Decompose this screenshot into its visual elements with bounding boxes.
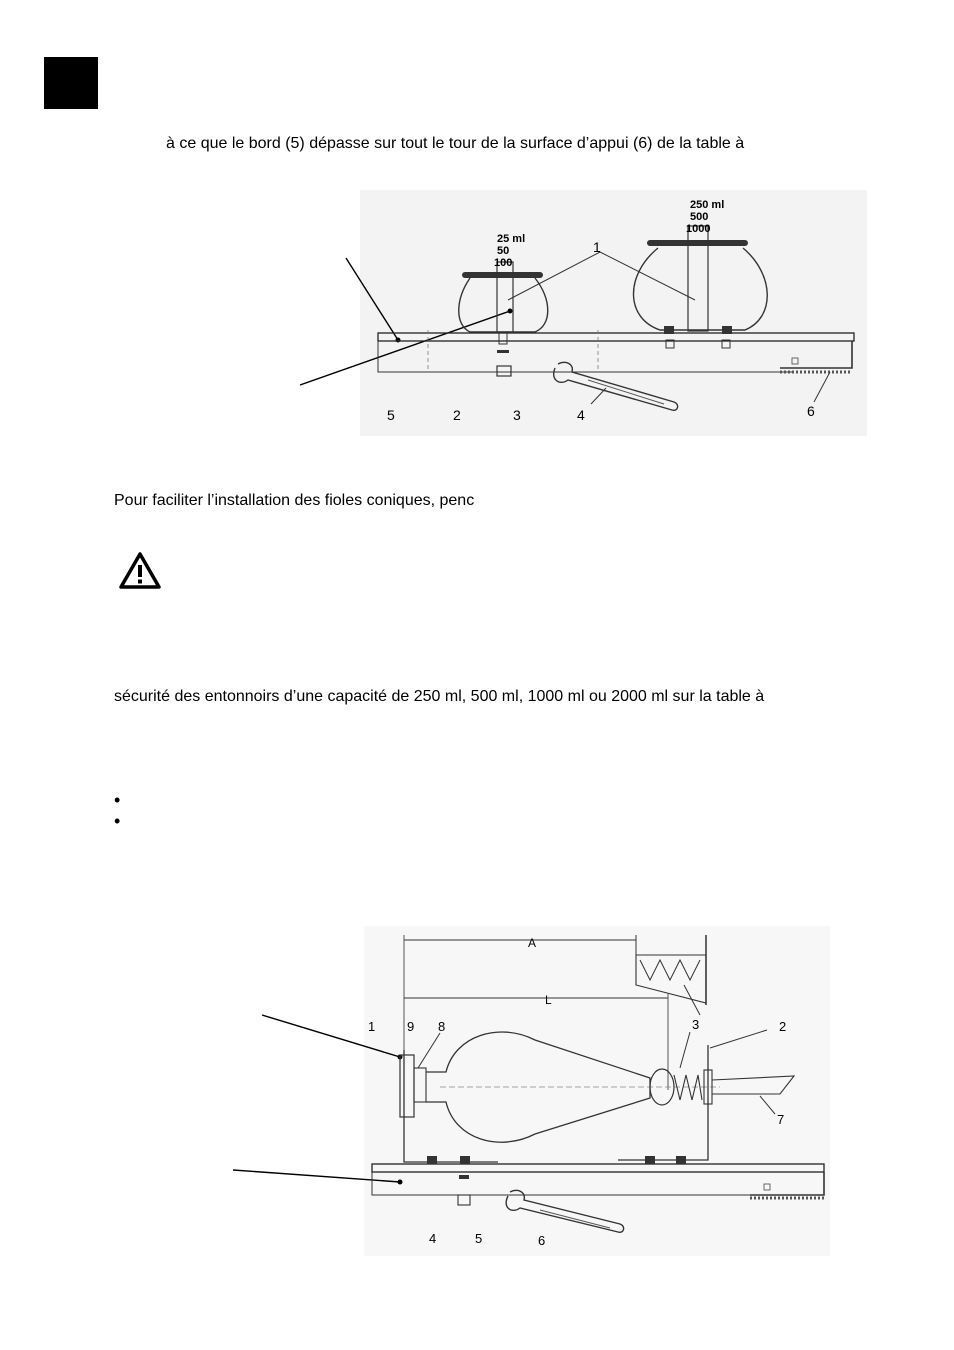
callout-3: 3	[692, 1017, 700, 1032]
small-capacity-50: 50	[497, 245, 510, 257]
bullet-point: •	[114, 811, 121, 831]
callout-9: 9	[407, 1019, 415, 1034]
callout-7: 7	[777, 1112, 785, 1127]
large-capacity-1000: 1000	[686, 223, 711, 235]
leader-line	[262, 1015, 400, 1057]
callout-8: 8	[438, 1019, 446, 1034]
callout-5: 5	[475, 1231, 483, 1246]
callout-4: 4	[577, 407, 585, 423]
small-capacity-100: 100	[494, 257, 513, 269]
callout-5: 5	[387, 407, 395, 423]
paragraph-funnels: sécurité des entonnoirs d’une capacité de 250 ml, 500 ml, 1000 ml ou 2000 ml sur la table à	[114, 688, 765, 705]
callout-2: 2	[779, 1019, 787, 1034]
table-plate	[372, 1164, 824, 1172]
callout-1: 1	[593, 239, 601, 255]
large-capacity-500: 500	[690, 211, 709, 223]
paragraph-flasks: Pour faciliter l’installation des fioles coniques, penc	[114, 492, 475, 509]
intro-text: à ce que le bord (5) dépasse sur tout le tour de la surface d’appui (6) de la table à	[166, 135, 745, 152]
large-capacity-250: 250 ml	[690, 199, 725, 211]
callout-4: 4	[429, 1231, 437, 1246]
callout-2: 2	[453, 407, 461, 423]
callout-3: 3	[513, 407, 521, 423]
callout-6: 6	[538, 1233, 546, 1248]
dimension-a-label: A	[528, 936, 537, 950]
bullet-point: •	[114, 790, 121, 810]
callout-1: 1	[368, 1019, 376, 1034]
small-capacity-25: 25 ml	[497, 233, 526, 245]
dimension-l-label: L	[545, 993, 552, 1007]
callout-6: 6	[807, 403, 815, 419]
